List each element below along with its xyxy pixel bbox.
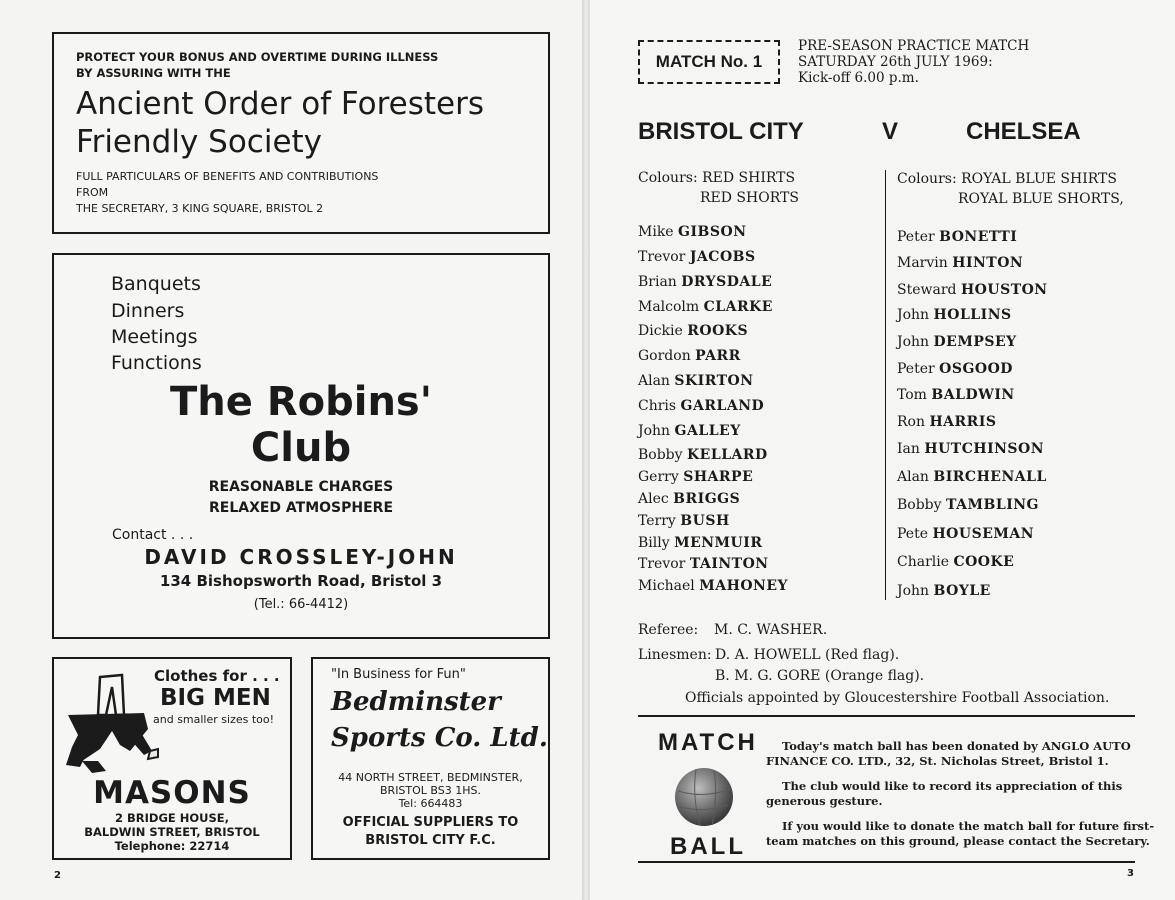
bedminster-telephone: Tel: 664483	[398, 797, 463, 810]
home-player: Gordon PARR	[638, 348, 741, 364]
linesman-1: D. A. HOWELL (Red flag).	[715, 647, 900, 663]
match-ball-word-2: BALL	[670, 833, 746, 860]
officials-appointed: Officials appointed by Gloucestershire Football Association.	[685, 690, 1110, 706]
robins-contact-name: DAVID CROSSLEY-JOHN	[144, 545, 458, 569]
robins-service-1: Banquets	[111, 273, 201, 295]
ball-donate-text-1: If you would like to donate the match ball for future first-	[782, 819, 1155, 833]
home-colours-line-2: RED SHORTS	[700, 190, 799, 206]
away-team-name: CHELSEA	[966, 118, 1081, 145]
foresters-detail-3: THE SECRETARY, 3 KING SQUARE, BRISTOL 2	[76, 202, 324, 215]
linesmen-label: Linesmen:	[638, 647, 712, 663]
home-player: Bobby KELLARD	[638, 447, 768, 463]
robins-service-4: Functions	[111, 352, 202, 374]
bedminster-address-1: 44 NORTH STREET, BEDMINSTER,	[338, 771, 523, 784]
ball-donor-text-1: Today's match ball has been donated by ANGLO AUTO	[782, 739, 1131, 753]
match-info-line-3: Kick-off 6.00 p.m.	[798, 70, 919, 86]
foresters-name-1: Ancient Order of Foresters	[76, 86, 485, 122]
ball-donate-text-2: team matches on this ground, please contact the Secretary.	[766, 834, 1150, 848]
home-player: Gerry SHARPE	[638, 469, 754, 485]
robins-tagline-2: RELAXED ATMOSPHERE	[208, 500, 394, 516]
ball-appreciation-text-2: generous gesture.	[766, 794, 883, 808]
away-player: John BOYLE	[897, 583, 991, 599]
masons-line-3: and smaller sizes too!	[153, 713, 275, 726]
robins-title-2: Club	[250, 425, 352, 471]
masons-trousers-logo	[60, 669, 160, 779]
match-ball-section	[638, 715, 1155, 863]
match-info-line-2: SATURDAY 26th JULY 1969:	[798, 54, 993, 70]
robins-contact-label: Contact . . .	[112, 527, 194, 543]
book-spine	[582, 0, 590, 900]
robins-tagline-1: REASONABLE CHARGES	[208, 479, 394, 495]
ball-donor-text-2: FINANCE CO. LTD., 32, St. Nicholas Street, Bristol 1.	[766, 754, 1109, 768]
bedminster-tagline-1: OFFICIAL SUPPLIERS TO	[342, 815, 519, 830]
away-player: Bobby TAMBLING	[897, 497, 1040, 513]
robins-telephone: (Tel.: 66-4412)	[253, 597, 349, 612]
home-player: Terry BUSH	[638, 513, 730, 529]
home-player: Brian DRYSDALE	[638, 274, 773, 290]
away-player: John HOLLINS	[897, 307, 1012, 323]
home-player: Malcolm CLARKE	[638, 299, 773, 315]
page-number-right: 3	[1127, 868, 1134, 879]
away-player: Charlie COOKE	[897, 554, 1015, 570]
foresters-line-2: BY ASSURING WITH THE	[76, 66, 231, 80]
match-info-line-1: PRE-SEASON PRACTICE MATCH	[798, 38, 1030, 54]
masons-advert	[52, 657, 292, 860]
masons-line-2: BIG MEN	[160, 685, 271, 711]
bedminster-script-1: Bedminster	[331, 687, 501, 717]
away-player: Peter OSGOOD	[897, 361, 1013, 377]
foresters-detail-2: FROM	[76, 186, 109, 199]
page-number-left: 2	[54, 870, 61, 881]
ball-appreciation-text-1: The club would like to record its appreciation of this	[782, 779, 1123, 793]
football-icon	[672, 765, 736, 829]
home-player: Mike GIBSON	[638, 224, 747, 240]
home-player: Trevor JACOBS	[638, 249, 756, 265]
home-player: Billy MENMUIR	[638, 535, 763, 551]
bedminster-sports-advert	[311, 657, 550, 860]
foresters-line-1: PROTECT YOUR BONUS AND OVERTIME DURING ILLNESS	[76, 50, 439, 64]
home-player: Michael MAHONEY	[638, 578, 788, 594]
referee-label: Referee:	[638, 622, 699, 638]
home-player: John GALLEY	[638, 423, 741, 439]
linesman-2: B. M. G. GORE (Orange flag).	[715, 668, 925, 684]
away-player: Steward HOUSTON	[897, 282, 1048, 298]
robins-club-advert	[52, 253, 550, 639]
away-player: Pete HOUSEMAN	[897, 526, 1035, 542]
home-player: Trevor TAINTON	[638, 556, 769, 572]
robins-title-1: The Robins'	[170, 379, 432, 425]
home-player: Dickie ROOKS	[638, 323, 749, 339]
referee-name: M. C. WASHER.	[714, 622, 828, 638]
masons-brand: MASONS	[93, 775, 251, 811]
away-player: Marvin HINTON	[897, 255, 1024, 271]
bedminster-address-2: BRISTOL BS3 1HS.	[380, 784, 481, 797]
away-player: Tom BALDWIN	[897, 387, 1015, 403]
right-page	[590, 0, 1175, 900]
foresters-detail-1: FULL PARTICULARS OF BENEFITS AND CONTRIBUTIONS	[76, 170, 379, 183]
foresters-advert	[52, 32, 550, 234]
foresters-name-2: Friendly Society	[76, 124, 323, 160]
home-player: Alec BRIGGS	[638, 491, 741, 507]
robins-address: 134 Bishopsworth Road, Bristol 3	[159, 572, 443, 590]
team-divider-line	[885, 170, 886, 600]
away-player: Alan BIRCHENALL	[897, 469, 1047, 485]
away-player: John DEMPSEY	[897, 334, 1017, 350]
match-ball-word-1: MATCH	[658, 729, 758, 756]
masons-address-1: 2 BRIDGE HOUSE,	[115, 811, 229, 825]
robins-service-3: Meetings	[111, 326, 198, 348]
robins-service-2: Dinners	[111, 300, 185, 322]
bedminster-quote: "In Business for Fun"	[331, 667, 466, 682]
away-player: Ron HARRIS	[897, 414, 997, 430]
bedminster-script-2: Sports Co. Ltd.	[331, 723, 548, 753]
bedminster-tagline-2: BRISTOL CITY F.C.	[365, 833, 496, 848]
match-number-text: MATCH No. 1	[655, 52, 763, 71]
home-colours-line-1: Colours: RED SHIRTS	[638, 170, 796, 186]
away-colours-line-1: Colours: ROYAL BLUE SHIRTS	[897, 171, 1117, 187]
masons-telephone: Telephone: 22714	[114, 839, 230, 853]
home-team-name: BRISTOL CITY	[638, 118, 804, 145]
match-number-badge	[638, 40, 780, 84]
home-player: Alan SKIRTON	[638, 373, 754, 389]
away-player: Ian HUTCHINSON	[897, 441, 1045, 457]
away-player: Peter BONETTI	[897, 229, 1018, 245]
home-player: Chris GARLAND	[638, 398, 765, 414]
versus-label: V	[882, 118, 899, 145]
masons-address-2: BALDWIN STREET, BRISTOL	[84, 825, 260, 839]
away-colours-line-2: ROYAL BLUE SHORTS,	[958, 191, 1124, 207]
masons-line-1: Clothes for . . .	[154, 667, 280, 685]
left-page	[0, 0, 582, 900]
